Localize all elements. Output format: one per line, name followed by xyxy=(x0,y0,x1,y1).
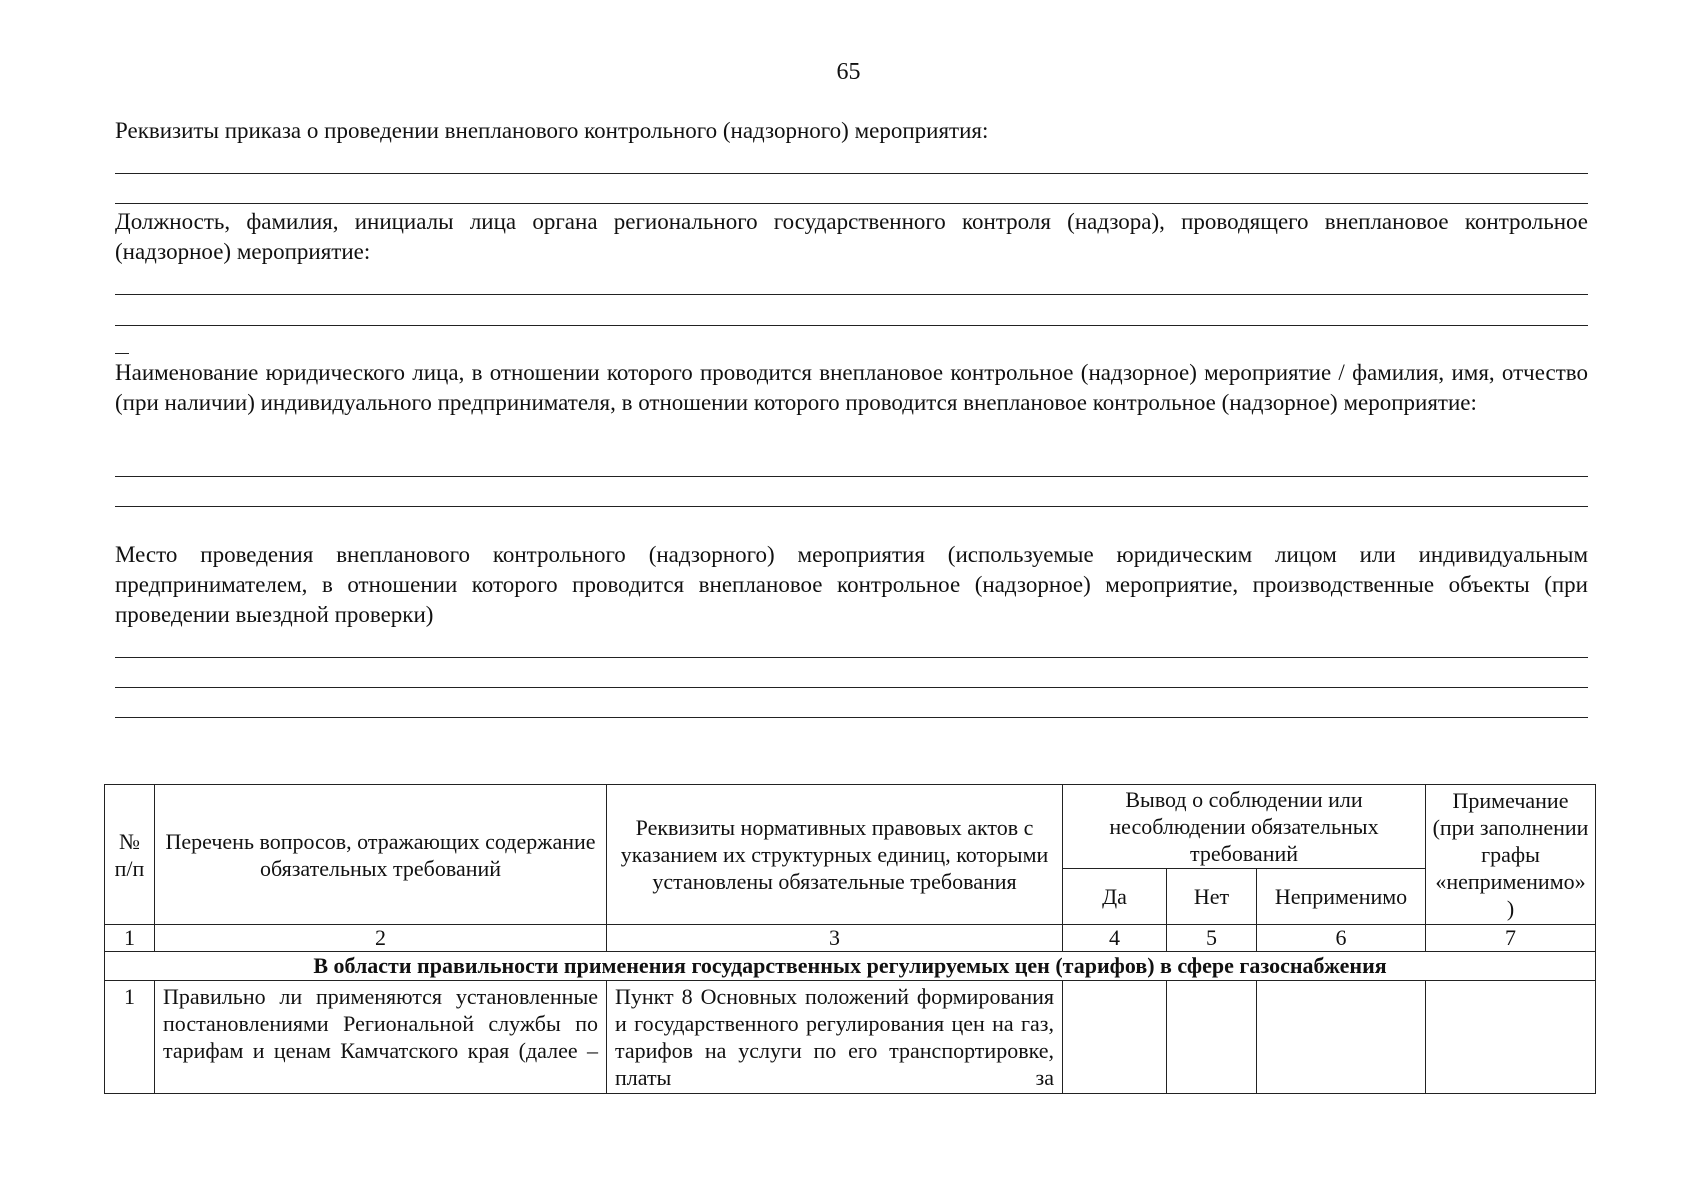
field-label-legal-entity: Наименование юридического лица, в отношении которого проводится внеплановое контрольное (надзорное) мероприятие / фамилия, имя, отчество (при наличии) индивидуального предпринимателя, в отношении которого проводится внеплановое контрольное (надзорное) мероприятие: xyxy=(115,360,1588,415)
field-label-inspector: Должность, фамилия, инициалы лица органа регионального государственного контроля (надзора), проводящего внеплановое контрольное (надзорное) мероприятие: xyxy=(115,209,1588,264)
fill-line[interactable] xyxy=(115,203,1588,204)
header-not-applicable: Неприменимо xyxy=(1257,869,1426,925)
row-no-cell[interactable] xyxy=(1167,981,1257,1094)
table-row xyxy=(105,981,1596,1094)
row-yes-cell[interactable] xyxy=(1063,981,1167,1094)
header-questions: Перечень вопросов, отражающих содержание обязательных требований xyxy=(155,785,607,925)
header-no: Нет xyxy=(1167,869,1257,925)
header-note: Примечание (при заполнении графы «неприменимо» ) xyxy=(1426,785,1596,925)
fill-line[interactable] xyxy=(115,173,1588,174)
row-act: Пункт 8 Основных положений формирования и государственного регулирования цен на газ, тарифов на услуги по его транспортировке, платы за xyxy=(607,981,1063,1094)
column-number-row xyxy=(105,925,1596,952)
row-na-cell[interactable] xyxy=(1257,981,1426,1094)
fill-line[interactable] xyxy=(115,687,1588,688)
column-number: 5 xyxy=(1167,925,1257,952)
header-acts: Реквизиты нормативных правовых актов с указанием их структурных единиц, которыми установлены обязательные требования xyxy=(607,785,1063,925)
column-number: 1 xyxy=(105,925,155,952)
header-num: № п/п xyxy=(105,785,155,925)
page-number: 65 xyxy=(836,59,861,85)
fill-line[interactable] xyxy=(115,325,1588,326)
column-number: 6 xyxy=(1257,925,1426,952)
row-question: Правильно ли применяются установленные постановлениями Региональной службы по тарифам и ценам Камчатского края (далее – xyxy=(155,981,607,1094)
header-conclusion: Вывод о соблюдении или несоблюдении обязательных требований xyxy=(1063,785,1426,869)
column-number: 7 xyxy=(1426,925,1596,952)
section-title: В области правильности применения государственных регулируемых цен (тарифов) в сфере газоснабжения xyxy=(105,952,1596,981)
fill-line[interactable] xyxy=(115,476,1588,477)
fill-line[interactable] xyxy=(115,294,1588,295)
row-num: 1 xyxy=(105,981,155,1094)
fill-line[interactable] xyxy=(115,506,1588,507)
header-yes: Да xyxy=(1063,869,1167,925)
fill-line[interactable] xyxy=(115,657,1588,658)
column-number: 3 xyxy=(607,925,1063,952)
column-number: 4 xyxy=(1063,925,1167,952)
field-label-location: Место проведения внепланового контрольного (надзорного) мероприятия (используемые юридическим лицом или индивидуальным предпринимателем, в отношении которого проводится внеплановое контрольное (надзорное) мероприятие, производственные объекты (при проведении выездной проверки) xyxy=(115,542,1588,627)
row-note-cell[interactable] xyxy=(1426,981,1596,1094)
column-number: 2 xyxy=(155,925,607,952)
stray-dash xyxy=(115,353,129,354)
fill-line[interactable] xyxy=(115,717,1588,718)
checklist-table xyxy=(104,784,1596,1094)
field-label-order-details: Реквизиты приказа о проведении внепланового контрольного (надзорного) мероприятия: xyxy=(115,118,989,143)
